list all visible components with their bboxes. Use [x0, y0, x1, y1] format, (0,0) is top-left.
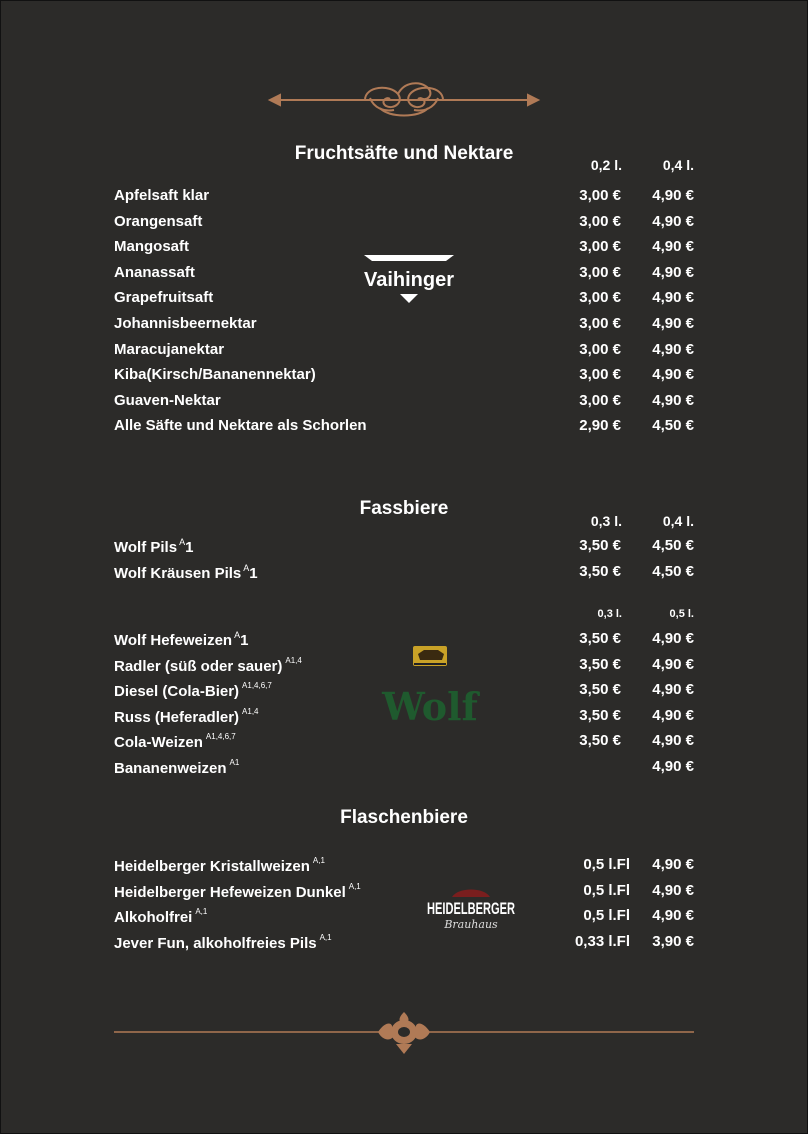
price-small: 0,5 l.Fl	[583, 856, 630, 873]
item-name: Russ (Heferadler) $^{A1,4}$	[114, 706, 259, 726]
price-small: 2,90 €	[579, 417, 621, 435]
item-name: Cola-Weizen $^{A1,4,6,7}$	[114, 732, 236, 751]
price-large: 4,50 €	[652, 537, 694, 554]
price-large: 4,90 €	[652, 289, 694, 307]
allergen-note: A1,4	[285, 655, 302, 665]
price-large: 4,90 €	[652, 187, 694, 204]
price-small: 0,33 l.Fl	[574, 932, 630, 950]
item-name: Jever Fun, alkoholfreies Pils $^{A,1}$	[114, 932, 332, 952]
item-name: Apfelsaft klar	[114, 187, 210, 204]
item-name: Maracujanektar	[114, 340, 225, 358]
price-large: 4,50 €	[652, 563, 694, 580]
price-small: 3,50 €	[579, 681, 621, 698]
item-name: Alkoholfrei $^{A,1}$	[114, 907, 208, 926]
price-small: 3,00 €	[579, 263, 621, 281]
price-large: 4,90 €	[652, 732, 694, 749]
price-large: 4,90 €	[652, 391, 694, 409]
item-name: Radler (süß oder sauer) $^{A1,4}$	[114, 655, 302, 675]
heidelberger-logo-icon	[424, 883, 518, 935]
allergen-note: A1,4	[242, 706, 259, 716]
juice-row	[114, 392, 694, 412]
price-small: 3,00 €	[579, 238, 621, 256]
allergen-note: A,1	[312, 856, 325, 865]
col-head-weizen-large: 0,5 l.	[669, 608, 694, 620]
juice-row	[114, 341, 694, 361]
heidelberger-logo-sub: Brauhaus	[444, 918, 498, 931]
bottle-row	[114, 933, 694, 953]
col-head-weizen-small: 0,3 l.	[597, 608, 622, 620]
allergen-note: A1	[229, 757, 240, 767]
allergen-note: A,1	[348, 881, 361, 891]
price-large: 4,90 €	[652, 238, 694, 256]
vaihinger-logo-text: Vaihinger	[363, 269, 455, 291]
beer-row	[114, 732, 694, 752]
item-name: Mangosaft	[114, 238, 189, 256]
section-title-flasche: Flaschenbiere	[340, 807, 468, 828]
item-name: Wolf Pils $^A$1	[114, 537, 194, 556]
item-name: Wolf Kräusen Pils $^A$1	[114, 563, 258, 582]
price-small: 3,50 €	[579, 563, 621, 580]
col-head-small-size: 0,2 l.	[590, 157, 622, 173]
allergen-note: A	[243, 563, 250, 573]
price-large: 4,90 €	[652, 212, 694, 230]
price-large: 4,90 €	[652, 315, 694, 332]
price-large: 4,90 €	[652, 757, 694, 775]
price-small: 3,50 €	[579, 655, 621, 673]
juice-row	[114, 417, 694, 437]
bottle-row	[114, 907, 694, 927]
price-large: 4,90 €	[652, 263, 694, 281]
allergen-note: A	[179, 537, 186, 547]
item-name: Diesel (Cola-Bier) $^{A1,4,6,7}$	[114, 681, 272, 700]
item-name: Johannisbeernektar	[114, 315, 257, 332]
section-title-fass: Fassbiere	[359, 498, 449, 519]
col-head-fass-small: 0,3 l.	[590, 513, 622, 529]
allergen-tail: 1	[249, 565, 258, 582]
bottom-ornament-icon	[114, 1012, 694, 1056]
price-large: 4,90 €	[652, 630, 694, 647]
beer-row	[114, 563, 694, 583]
price-large: 4,90 €	[652, 907, 694, 924]
price-large: 4,90 €	[652, 881, 694, 899]
item-name: Grapefruitsaft	[114, 289, 214, 307]
price-small: 3,00 €	[579, 366, 621, 384]
price-large: 4,90 €	[652, 706, 694, 724]
allergen-note: A	[234, 630, 241, 640]
item-name: Heidelberger Kristallweizen $^{A,1}$	[114, 856, 325, 875]
item-name: Guaven-Nektar	[114, 391, 221, 409]
allergen-note: A,1	[195, 907, 208, 916]
item-name: Ananassaft	[114, 263, 195, 281]
item-name: Alle Säfte und Nektare als Schorlen	[114, 417, 367, 435]
heidelberger-logo-text: HEIDELBERGER	[427, 899, 515, 918]
price-small: 3,50 €	[579, 732, 621, 749]
top-ornament-icon	[270, 78, 538, 122]
price-small: 3,00 €	[579, 212, 621, 230]
price-small: 3,50 €	[579, 537, 621, 554]
item-name: Heidelberger Hefeweizen Dunkel $^{A,1}$	[114, 881, 361, 901]
bottle-row	[114, 882, 694, 902]
allergen-tail: 1	[185, 539, 194, 556]
price-large: 4,90 €	[652, 681, 694, 698]
price-small: 0,5 l.Fl	[583, 907, 630, 924]
juice-row	[114, 187, 694, 207]
price-small: 3,00 €	[579, 315, 621, 332]
price-small: 3,50 €	[579, 630, 621, 647]
price-large: 4,50 €	[652, 417, 694, 435]
price-small: 3,00 €	[579, 340, 621, 358]
section-title-fruit: Fruchtsäfte und Nektare	[294, 143, 514, 164]
bottle-row	[114, 856, 694, 876]
item-name: Wolf Hefeweizen $^A$1	[114, 630, 249, 649]
item-name: Bananenweizen $^{A1}$	[114, 757, 240, 777]
price-large: 4,90 €	[652, 340, 694, 358]
wolf-logo-text: Wolf	[382, 684, 478, 729]
allergen-note: A,1	[319, 932, 332, 942]
juice-row	[114, 213, 694, 233]
price-large: 4,90 €	[652, 856, 694, 873]
price-small: 3,50 €	[579, 706, 621, 724]
price-small: 3,00 €	[579, 289, 621, 307]
juice-row	[114, 315, 694, 335]
price-large: 4,90 €	[652, 655, 694, 673]
item-name: Kiba(Kirsch/Bananennektar)	[114, 366, 316, 384]
beer-row	[114, 758, 694, 778]
allergen-note: A1,4,6,7	[205, 732, 236, 741]
allergen-tail: 1	[240, 632, 249, 649]
col-head-large-size: 0,4 l.	[662, 157, 694, 173]
price-large: 4,90 €	[652, 366, 694, 384]
beer-row	[114, 537, 694, 557]
wolf-brewery-logo-icon	[382, 642, 478, 729]
price-large: 3,90 €	[652, 932, 694, 950]
price-small: 0,5 l.Fl	[583, 881, 630, 899]
item-name: Orangensaft	[114, 212, 203, 230]
juice-row	[114, 366, 694, 386]
vaihinger-logo-icon	[362, 253, 456, 305]
price-small: 3,00 €	[579, 391, 621, 409]
allergen-note: A1,4,6,7	[242, 681, 272, 690]
price-small: 3,00 €	[579, 187, 621, 204]
col-head-fass-large: 0,4 l.	[662, 513, 694, 529]
